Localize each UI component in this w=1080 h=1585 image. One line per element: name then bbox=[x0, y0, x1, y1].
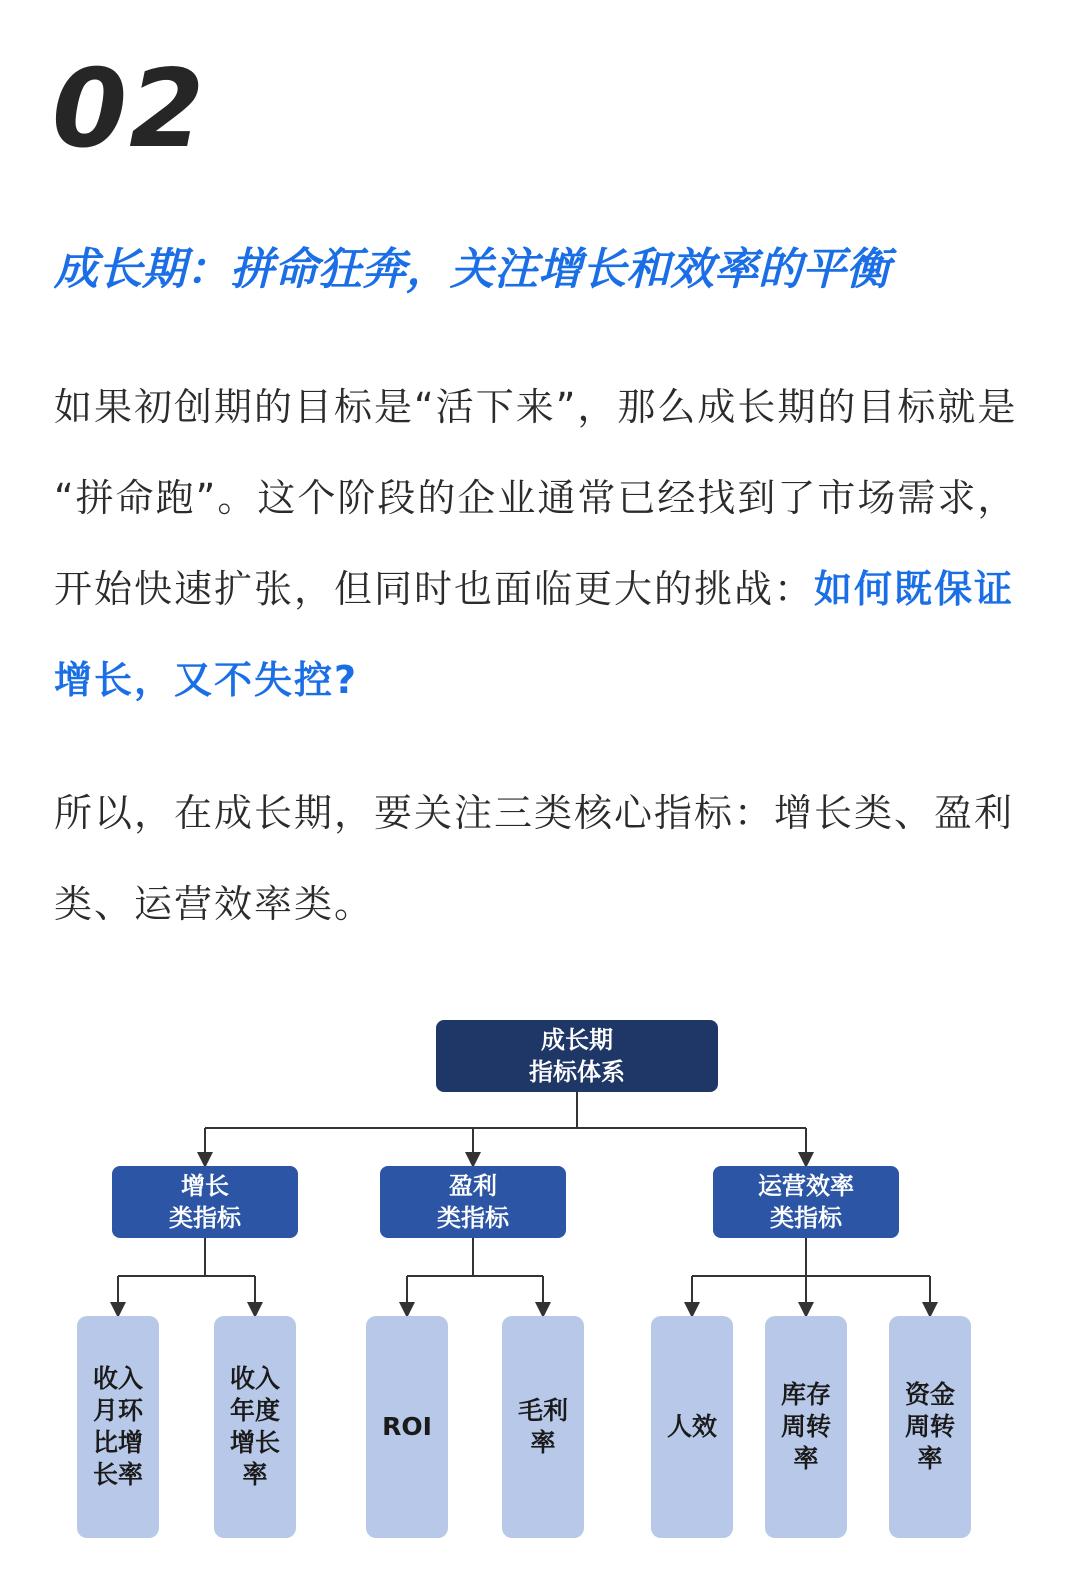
leaf-capital-turnover: 资金 周转 率 bbox=[889, 1316, 971, 1538]
category-growth-node: 增长 类指标 bbox=[112, 1166, 298, 1238]
leaf-per-capita-efficiency: 人效 bbox=[651, 1316, 733, 1538]
leaf-yoy-revenue-growth: 收入 年度 增长 率 bbox=[214, 1316, 296, 1538]
diagram-root-node: 成长期 指标体系 bbox=[436, 1020, 718, 1092]
section-heading: 成长期：拼命狂奔，关注增长和效率的平衡 bbox=[54, 244, 890, 295]
leaf-gross-margin: 毛利 率 bbox=[502, 1316, 584, 1538]
category-operations-node: 运营效率 类指标 bbox=[713, 1166, 899, 1238]
metrics-paragraph: 所以，在成长期，要关注三类核心指标：增长类、盈利类、运营效率类。 bbox=[54, 791, 1015, 926]
category-profit-node: 盈利 类指标 bbox=[380, 1166, 566, 1238]
leaf-mom-revenue-growth: 收入 月环 比增 长率 bbox=[77, 1316, 159, 1538]
leaf-roi: ROI bbox=[366, 1316, 448, 1538]
leaf-inventory-turnover: 库存 周转 率 bbox=[765, 1316, 847, 1538]
intro-text: 如果初创期的目标是“活下来”，那么成长期的目标就是 “拼命跑”。这个阶段的企业通常已经找到了市场需求，开始快速扩张，但同时也面临更大的挑战： bbox=[54, 385, 1018, 611]
section-number: 02 bbox=[52, 47, 207, 172]
intro-highlight: 如何既保证增长，又不失控? bbox=[54, 567, 1015, 702]
